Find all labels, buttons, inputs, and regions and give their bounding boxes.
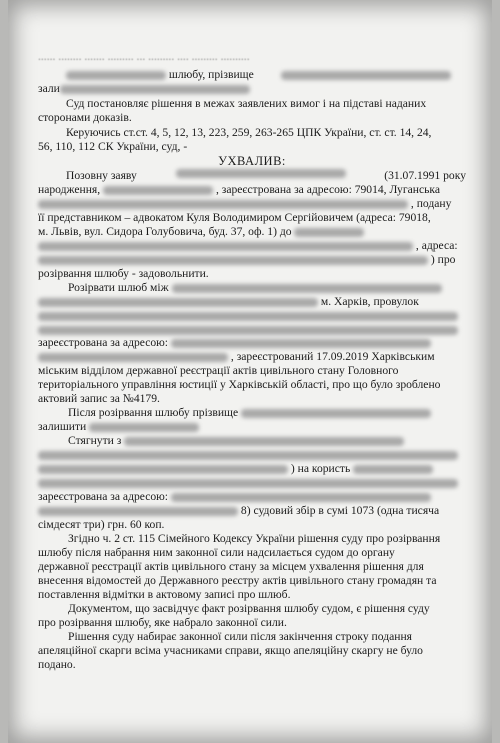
redacted-block bbox=[38, 298, 318, 307]
text-line-6: 56, 110, 112 СК України, суд, - bbox=[38, 140, 188, 153]
redacted-block bbox=[66, 71, 166, 80]
redacted-block bbox=[171, 493, 431, 502]
redacted-block bbox=[38, 200, 408, 209]
text-line-15: розірвання шлюбу - задовольнити. bbox=[38, 267, 209, 280]
text-line-12: м. Львів, вул. Сидора Голубовича, буд. 37, оф. 1) до bbox=[38, 225, 466, 239]
text-line-20: міським відділом державної реєстрації актів цивільного стану Головного bbox=[38, 364, 399, 377]
redacted-block bbox=[38, 353, 228, 362]
redacted-block bbox=[38, 242, 413, 251]
text-line-11: її представником – адвокатом Куля Володимиром Сергійовичем (адреса: 79018, bbox=[38, 211, 431, 224]
text-line-16: Розірвати шлюб між bbox=[38, 281, 466, 295]
text-line-37: Рішення суду набирає законної сили після закінчення строку подання bbox=[68, 630, 412, 643]
redacted-block bbox=[38, 451, 458, 460]
redacted-line bbox=[38, 476, 466, 490]
redacted-block bbox=[38, 465, 288, 474]
text-line-8: Позовну заяву (31.07.1991 року bbox=[66, 169, 466, 182]
text-line-0: ...... ........ ....... ......... ... ......... .... ......... .......... bbox=[38, 50, 250, 63]
text-line-17: м. Харків, провулок bbox=[38, 295, 466, 309]
text-line-27: зареєстрована за адресою: bbox=[38, 490, 466, 504]
redacted-block bbox=[38, 479, 458, 488]
text-line-18: зареєстрована за адресою: bbox=[38, 336, 466, 350]
redacted-block bbox=[38, 256, 428, 265]
text-line-33: внесення відомостей до Державного реєстру актів цивільного стану громадян та bbox=[38, 574, 437, 587]
text-line-24: залишити bbox=[38, 420, 466, 434]
redacted-block bbox=[281, 71, 451, 80]
text-line-14: ) про bbox=[38, 253, 466, 267]
redacted-block bbox=[89, 423, 199, 432]
text-line-3: Суд постановляє рішення в межах заявлених вимог і на підставі наданих bbox=[66, 97, 427, 110]
text-line-34: поставлення відмітки в актовому записі про шлюб. bbox=[38, 588, 291, 601]
text-line-32: державної реєстрації актів цивільного стану за місцем ухвалення рішення для bbox=[38, 560, 424, 573]
redacted-line bbox=[38, 323, 466, 337]
redacted-line bbox=[38, 448, 466, 462]
redacted-block bbox=[171, 339, 431, 348]
redacted-block bbox=[38, 312, 458, 321]
decision-heading: УХВАЛИВ: bbox=[218, 154, 286, 168]
redacted-block bbox=[38, 507, 238, 516]
redacted-block bbox=[60, 85, 250, 94]
text-line-13: , адреса: bbox=[38, 239, 466, 253]
text-line-38: апеляційної скарги всіма учасниками справи, якщо апеляційну скаргу не було bbox=[38, 644, 423, 657]
text-line-35: Документом, що засвідчує факт розірвання шлюбу судом, є рішення суду bbox=[68, 602, 430, 615]
text-line-31: шлюбу після набрання ним законної сили надсилається судом до органу bbox=[38, 546, 395, 559]
text-line-19: , зареєстрований 17.09.2019 Харківським bbox=[38, 350, 466, 364]
redacted-block bbox=[294, 228, 364, 237]
text-line-5: Керуючись ст.ст. 4, 5, 12, 13, 223, 259, 263-265 ЦПК України, ст. ст. 14, 24, bbox=[66, 126, 432, 139]
text-line-28: 8) судовий збір в сумі 1073 (одна тисяча bbox=[38, 504, 466, 518]
redacted-block bbox=[38, 326, 458, 335]
text-line-1: шлюбу, прізвище bbox=[38, 68, 466, 82]
redacted-block bbox=[241, 409, 431, 418]
text-line-9: народження, , зареєстрована за адресою: 79014, Луганська bbox=[38, 183, 440, 196]
text-line-26: ) на користь bbox=[38, 462, 466, 476]
redacted-block bbox=[353, 465, 433, 474]
redacted-line bbox=[38, 309, 466, 323]
text-line-21: територіального управління юстиції у Харківській області, про що було зроблено bbox=[38, 378, 441, 391]
text-line-4: сторонами доказів. bbox=[38, 111, 132, 124]
text-line-29: сімдесят три) грн. 60 коп. bbox=[38, 518, 165, 531]
text-line-39: подано. bbox=[38, 658, 76, 671]
redacted-block bbox=[176, 169, 346, 178]
redacted-block bbox=[172, 284, 442, 293]
text-line-36: про розірвання шлюбу, яке набрало законної сили. bbox=[38, 616, 287, 629]
redacted-block bbox=[124, 437, 404, 446]
document-page bbox=[8, 0, 492, 743]
text-line-23: Після розірвання шлюбу прізвище bbox=[38, 406, 466, 420]
text-line-22: актовий запис за №4179. bbox=[38, 392, 160, 405]
text-line-30: Згідно ч. 2 ст. 115 Сімейного Кодексу України рішення суду про розірвання bbox=[68, 532, 441, 545]
redacted-block bbox=[103, 186, 213, 195]
text-line-10: , подану bbox=[38, 197, 466, 211]
text-line-2: зали bbox=[38, 82, 466, 96]
text-line-25: Стягнути з bbox=[38, 434, 466, 448]
